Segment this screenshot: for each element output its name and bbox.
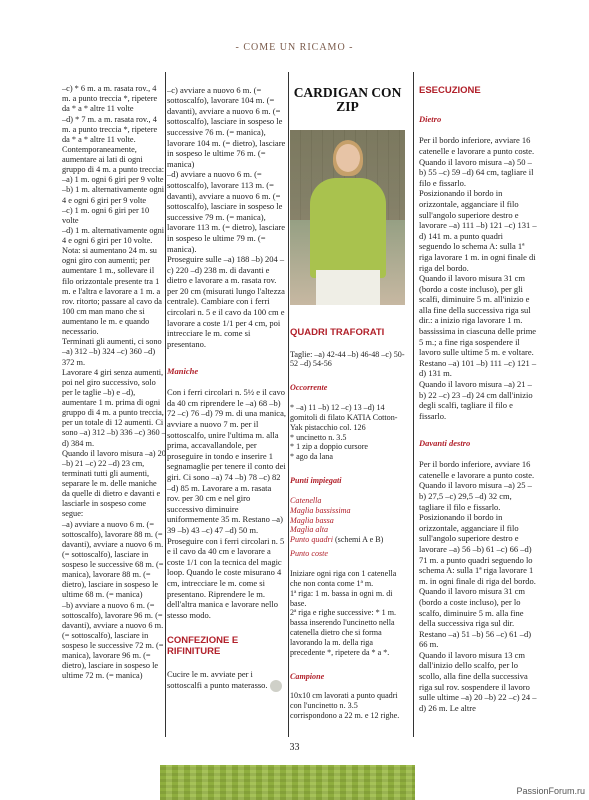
column-4: [419, 74, 537, 724]
body-text: Per il bordo inferiore, avviare 16 catenelle e lavorare a punto coste. Quando il lavoro misura –a) 50 –b) 55 –c) 59 –d) 64 cm, tagliare il filo e fissarlo. Posizionando il bordo in orizzontale, agganciare il filo sull'angolo superiore destro e lavorare –a) 111 –b) 121 –c) 131 –d) 141 m. a punto quadri seguendo lo schema A: sulla 1ª riga lavorare 1 m. in ogni finale di riga del bordo. Quando il lavoro misura 31 cm (bordo a coste incluso), per gli scalfi, diminuire 5 m. all'inizio e alla fine della successiva riga sul dir.: a inizio riga lavorare 1 m. bassissima in ciascuna delle prime 5 m.; a fine riga sospendere il lavoro sulle ultime 5 m. e voltare. Restano –a) 101 –b) 111 –c) 121 –d) 131 m. Quando il lavoro misura –a) 21 –b) 22 –c) 23 –d) 24 cm dall'inizio degli scalfi, tagliare il filo e fissarlo.: [419, 135, 537, 421]
stitch-list-suffix: (schemi A e B): [332, 535, 384, 545]
body-text: –c) * 6 m. a m. rasata rov., 4 m. a punto treccia *, ripetere da * a * altre 11 volte –d) * 7 m. a m. rasata rov., 4 m. a punto treccia *, ripetere da * a * altre 11 volte. Contemporaneamente, aumentare ai lati di ogni gruppo di 4 m. a punto treccia: –a) 1 m. ogni 6 giri per 9 volte –b) 1 m. alternativamente ogni 4 e ogni 6 giri per 9 volte –c) 1 m. ogni 6 giri per 10 volte –d) 1 m. alternativamente ogni 4 e ogni 6 giri per 10 volte. Nota: si aumentano 24 m. su ogni giro con aumenti; per aumentare 1 m., sollevare il filo orizzontale presente tra 1 m. e l'altra e lavorare a 1 m. a rov. ritorto; passare al cavo da 100 cm man mano che si aumentano le m. e quando necessario. Terminati gli aumenti, ci sono –a) 312 –b) 324 –c) 360 –d) 372 m. Lavorare 4 giri senza aumenti, poi nel giro successivo, solo per le taglie –b) e –d), aumentare 1 m. prima di ogni gruppo di 4 m. a punto treccia, per un totale di 12 aumenti. Ci sono –a) 312 –b) 336 –c) 360 –d) 384 m. Quando il lavoro misura –a) 20 –b) 21 –c) 22 –d) 23 cm, terminati tutti gli aumenti, separare le m. delle maniche da quelle di dietro e davanti e lasciarle in sospeso come segue: –a) avviare a nuovo 6 m. (= sottoscalfo), lavorare 88 m. (= davanti), avviare a nuovo 6 m. (= sottoscalfo), lasciare in sospeso le successive 68 m. (= manica), lavorare 88 m. (= dietro), lasciare in sospeso le ultime 68 m. (= manica) –b) avviare a nuovo 6 m. (= sottoscalfo), lavorare 96 m. (= davanti), avviare a nuovo 6 m. (= sottoscalfo), lasciare in sospeso le successive 72 m. (= manica), lavorare 96 m. (= dietro), lasciare in sospeso le ultime 72 m. (= manica): [62, 84, 166, 681]
body-text: –c) avviare a nuovo 6 m. (= sottoscalfo), lavorare 104 m. (= davanti), avviare a nuovo 6 m. (= sottoscalfo), lasciare in sospeso le successive 76 m. (= manica), lavorare 104 m. (= dietro), lasciare in sospeso le ultime 76 m. (= manica) –d) avviare a nuovo 6 m. (= sottoscalfo), lavorare 113 m. (= davanti), avviare a nuovo 6 m. (= sottoscalfo), lasciare in sospeso le successive 79 m. (= manica), lavorare 113 m. (= dietro), lasciare in sospeso le ultime 79 m. (= manica). Proseguire sulle –a) 188 –b) 204 –c) 220 –d) 238 m. di davanti e dietro e lavorare a m. rasata rov. per 20 cm (misurati lungo l'altezza centrale). Cambiare con i ferri circolari n. 5 e il cavo da 100 cm e lavorare a coste 1/1 per 4 cm, poi intrecciare le m. come si presentano.: [167, 84, 286, 349]
column-3: [290, 74, 405, 731]
stitch-list: Catenella Maglia bassissima Maglia bassa Maglia alta Punto quadri: [290, 495, 351, 545]
column-divider: [288, 72, 289, 737]
subheading-occorrente: Occorrente: [290, 383, 328, 393]
section-heading-pattern: QUADRI TRAFORATI: [290, 326, 385, 338]
column-divider: [413, 72, 414, 737]
section-heading-esecuzione: ESECUZIONE: [419, 84, 481, 96]
section-heading-confezione: CONFEZIONE E RIFINITURE: [167, 634, 239, 657]
body-text: Iniziare ogni riga con 1 catenella che non conta come 1ª m. 1ª riga: 1 m. bassa in ogni m. di base. 2ª riga e righe successive: * 1 m. bassa inserendo l'uncinetto nella catenella dietro che si forma lavorando la m. della riga precedente *, ripetere da * a *.: [290, 568, 397, 657]
body-text: Con i ferri circolari n. 5½ e il cavo da 40 cm riprendere le –a) 68 –b) 72 –c) 76 –d) 79 m. di una manica, avviare a nuovo 7 m. per il sottoscalfo, unire l'ultima m. alla prima, accavallandole, per proseguire in tondo e inserire 1 segnamaglie per tenere il conto dei giri. Ci sono –a) 74 –b) 78 –c) 82 –d) 85 m. Lavorare a m. rasata rov. per 30 cm e nel giro successivo diminuire uniformemente 35 m. Restano –a) 39 –b) 43 –c) 47 –d) 50 m. Proseguire con i ferri circolari n. 5 e il cavo da 40 cm e lavorare a coste 1/1 con la tecnica del magic loop. Quando le coste misurano 4 cm, intrecciare le m. come si presentano. Riprendere le m. dell'altra manica e lavorare nello stesso modo.: [167, 387, 286, 620]
page-number: 33: [289, 742, 300, 753]
yarn-ball-icon: [270, 680, 282, 692]
article-title: CARDIGAN CON ZIP: [293, 84, 402, 114]
knit-texture-overlay: [160, 765, 415, 800]
sizes-text: Taglie: –a) 42-44 –b) 46-48 –c) 50-52 –d) 54-56: [290, 349, 405, 369]
subheading-campione: Campione: [290, 671, 325, 681]
body-text: Cucire le m. avviate per i sottoscalfi a punto materasso.: [167, 669, 268, 691]
materials-list: * –a) 11 –b) 12 –c) 13 –d) 14 gomitoli di filato KATIA Cotton-Yak pistacchio col. 126 * uncinetto n. 3.5 * 1 zip a doppio cursore * ago da lana: [290, 402, 398, 462]
column-1: [62, 74, 166, 692]
subheading-punti: Punti impiegati: [290, 476, 342, 485]
subheading-davanti: Davanti destro: [419, 438, 471, 448]
body-text: 10x10 cm lavorati a punto quadri con l'uncinetto n. 3.5 corrispondono a 22 m. e 12 righe.: [290, 691, 400, 721]
subheading-punto-coste: Punto coste: [290, 549, 328, 559]
body-text: Per il bordo inferiore, avviare 16 catenelle e lavorare a punto coste. Quando il lavoro misura –a) 25 –b) 27,5 –c) 29,5 –d) 32 cm, tagliare il filo e fissarlo. Posizionando il bordo in orizzontale, agganciare il filo sull'angolo superiore destro e lavorare –a) 56 –b) 61 –c) 66 –d) 71 m. a punto quadri seguendo lo schema A: sulla 1ª riga lavorare 1 m. in ogni finale di riga del bordo. Quando il lavoro misura 31 cm (bordo a coste incluso), per lo scalfo, diminuire 5 m. alla fine della successiva riga sul dir. Restano –a) 51 –b) 56 –c) 61 –d) 66 m. Quando il lavoro misura 13 cm dall'inizio dello scalfo, per lo scollo, alla fine della successiva riga sul rov. sospendere il lavoro sulle ultime –a) 20 –b) 22 –c) 24 –d) 26 m. Le altre: [419, 459, 537, 713]
model-photo: [290, 130, 405, 305]
running-header: - COME UN RICAMO -: [235, 42, 354, 53]
watermark: PassionForum.ru: [516, 786, 585, 796]
subheading-maniche: Maniche: [167, 366, 199, 377]
subheading-dietro: Dietro: [419, 114, 442, 125]
column-2: [167, 74, 286, 692]
